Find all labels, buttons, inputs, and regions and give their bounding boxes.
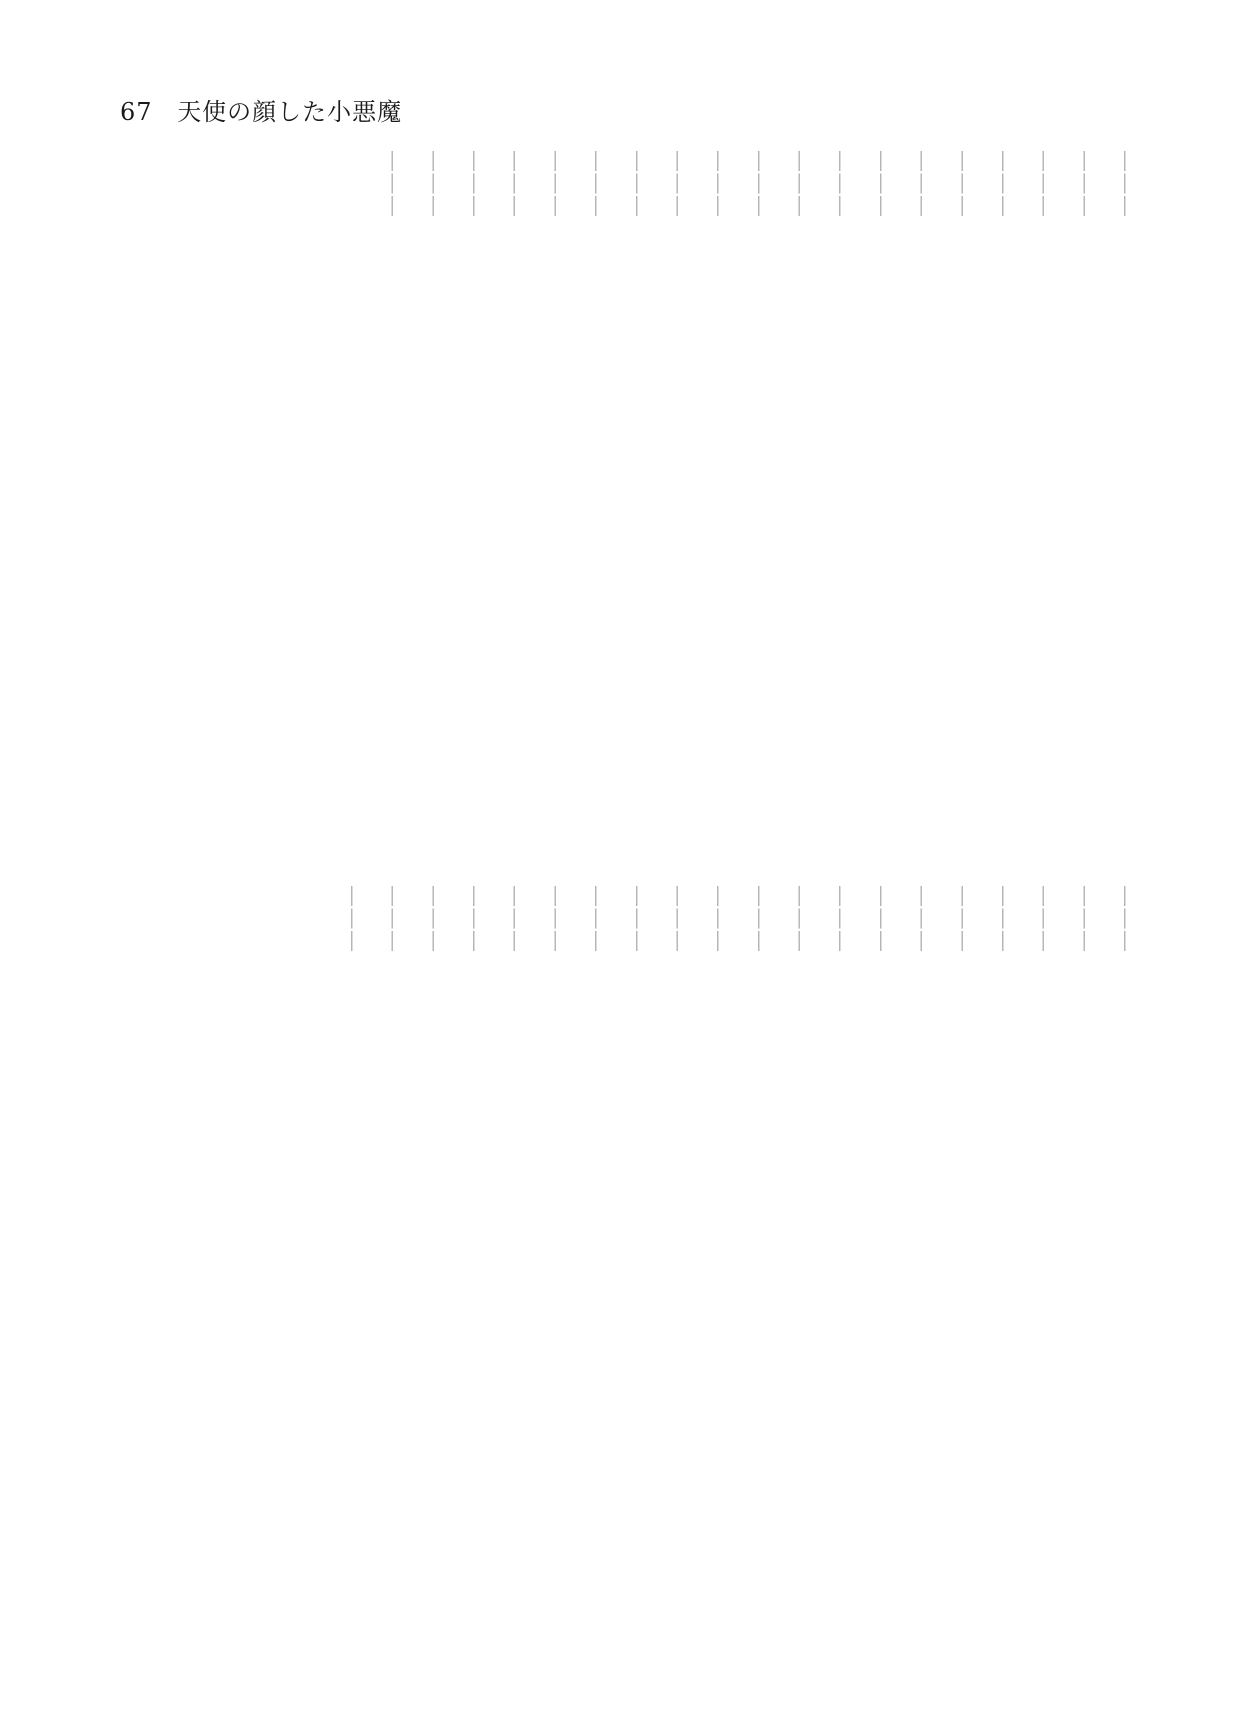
text-column-placeholder: ———: [380, 885, 406, 953]
text-column-placeholder: ———: [380, 150, 406, 218]
text-column-placeholder: ———: [421, 150, 447, 218]
text-column-placeholder: ———: [502, 885, 528, 953]
running-head: [120, 92, 402, 127]
text-column-placeholder: ———: [624, 885, 650, 953]
text-column-placeholder: ———: [421, 885, 447, 953]
text-column-placeholder: ———: [909, 885, 935, 953]
upper-text-block: [145, 150, 1145, 800]
text-column-placeholder: ———: [1113, 885, 1138, 953]
text-column-placeholder: ———: [706, 885, 732, 953]
page-number: 67: [120, 98, 153, 126]
text-column-placeholder: ———: [787, 150, 813, 218]
text-column-placeholder: ———: [746, 885, 772, 953]
text-column-placeholder: ———: [828, 885, 854, 953]
text-column-placeholder: ———: [584, 150, 610, 218]
text-column-placeholder: ———: [828, 150, 854, 218]
text-column-placeholder: ———: [909, 150, 935, 218]
text-column-placeholder: ———: [787, 885, 813, 953]
text-column-placeholder: ———: [543, 150, 569, 218]
text-column-placeholder: ———: [584, 885, 610, 953]
text-column-placeholder: ———: [990, 885, 1016, 953]
chapter-title: 天使の顔した小悪魔: [177, 98, 403, 126]
text-column-placeholder: ———: [990, 150, 1016, 218]
text-column-placeholder: ———: [1072, 150, 1098, 218]
text-column-placeholder: ———: [339, 885, 365, 953]
text-column-placeholder: ———: [665, 150, 691, 218]
text-column-placeholder: ———: [950, 150, 976, 218]
text-column-placeholder: ———: [950, 885, 976, 953]
text-column-placeholder: ———: [1031, 150, 1057, 218]
text-column-placeholder: ———: [1072, 885, 1098, 953]
text-column-placeholder: ———: [462, 150, 487, 218]
text-column-placeholder: ———: [746, 150, 772, 218]
text-column-placeholder: ———: [624, 150, 650, 218]
text-column-placeholder: ———: [665, 885, 691, 953]
text-column-placeholder: ———: [868, 150, 894, 218]
text-column-placeholder: ———: [543, 885, 569, 953]
lower-text-block: [145, 885, 1145, 1535]
text-column-placeholder: ———: [1113, 150, 1138, 218]
text-column-placeholder: ———: [1031, 885, 1057, 953]
text-column-placeholder: ———: [706, 150, 732, 218]
text-column-placeholder: ———: [462, 885, 487, 953]
text-column-placeholder: ———: [868, 885, 894, 953]
text-column-placeholder: ———: [502, 150, 528, 218]
